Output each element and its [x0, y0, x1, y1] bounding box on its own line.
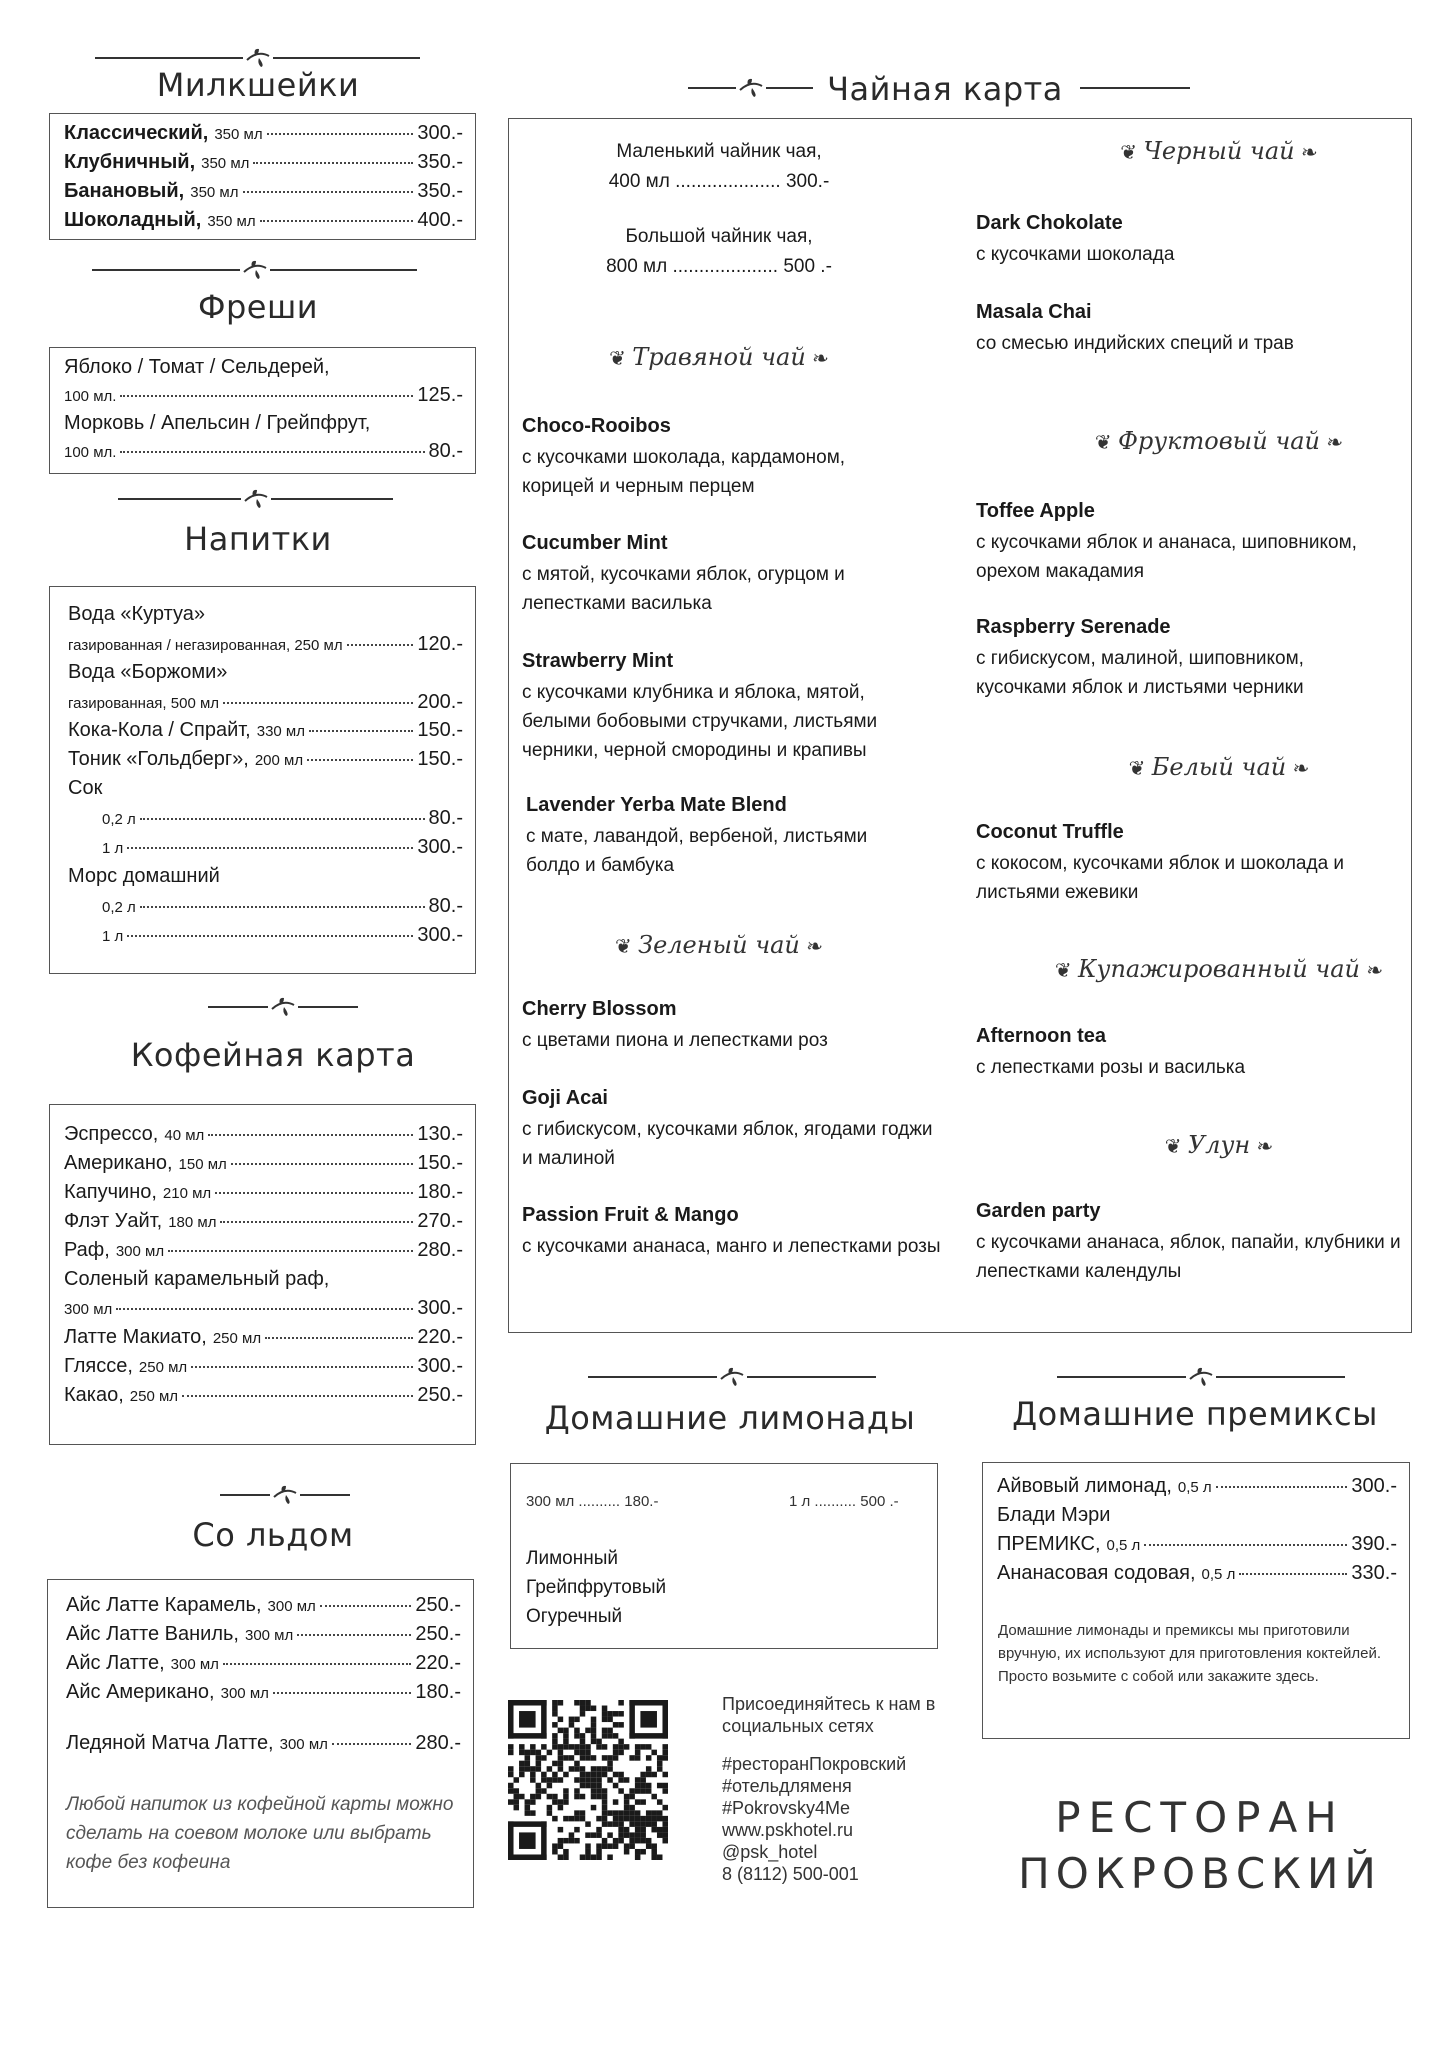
tea-item-desc: с мятой, кусочками яблок, огурцом и лепестками василька	[522, 564, 845, 614]
tea-item-name: Coconut Truffle	[976, 821, 1124, 843]
premix-vol: 0,5 л	[1177, 1479, 1212, 1496]
fruit-tea-title: ❦ Фруктовый чай ❧	[1094, 427, 1344, 455]
drink-price: 80.-	[428, 895, 463, 917]
iced-item-vol: 300 мл	[170, 1656, 219, 1673]
website-link[interactable]: www.pskhotel.ru	[722, 1820, 854, 1840]
leader-dots	[297, 1634, 411, 1636]
coffee-name: Гляссе,	[64, 1355, 133, 1377]
drink-vol: 0,2 л	[102, 811, 136, 828]
tea-item-name: Cherry Blossom	[522, 998, 677, 1020]
coffee-row	[64, 1239, 463, 1262]
lemonade-price-small: 300 мл .......... 180.-	[526, 1493, 659, 1510]
milkshakes-title: Милкшейки	[156, 66, 360, 104]
iced-item-name: Ледяной Матча Латте,	[66, 1732, 274, 1754]
drinks-title: Напитки	[184, 520, 332, 558]
coffee-price: 130.-	[417, 1123, 463, 1145]
milkshake-row	[64, 180, 463, 203]
iced-item-vol: 300 мл	[220, 1685, 269, 1702]
qr-code-icon[interactable]	[508, 1700, 668, 1860]
lemonade-flavor: Лимонный	[526, 1548, 618, 1569]
drink-name: Тоник «Гольдберг»,	[68, 748, 249, 770]
milkshake-vol: 350 мл	[207, 213, 256, 230]
premix-price: 330.-	[1351, 1562, 1397, 1584]
milkshake-name: Шоколадный,	[64, 209, 202, 231]
social-block	[722, 1693, 982, 1885]
coffee-price: 300.-	[417, 1297, 463, 1319]
tea-item-desc: с лепестками розы и василька	[976, 1057, 1246, 1078]
leaf-icon	[1186, 1365, 1216, 1389]
ornament-divider	[1057, 1365, 1345, 1389]
flourish-icon: ❦	[609, 346, 633, 370]
leader-dots	[243, 191, 414, 193]
premix-vol: 0,5 л	[1106, 1537, 1141, 1554]
tea-item-name: Passion Fruit & Mango	[522, 1204, 739, 1226]
fresh-title: Фреши	[197, 288, 319, 326]
iced-item-vol: 300 мл	[244, 1627, 294, 1644]
drink-name: Вода «Куртуа»	[68, 603, 206, 625]
lemonades-box	[510, 1463, 938, 1649]
coffee-vol: 150 мл	[178, 1156, 227, 1173]
drink-name: Вода «Боржоми»	[68, 661, 228, 683]
iced-item-price: 250.-	[415, 1594, 461, 1616]
drink-price: 80.-	[428, 807, 463, 829]
drink-vol: 1 л	[102, 928, 124, 945]
drink-price: 150.-	[417, 748, 463, 770]
tea-box	[508, 118, 1412, 1333]
coffee-row	[64, 1152, 463, 1175]
logo-line2: ПОКРОВСКИЙ	[1018, 1849, 1382, 1898]
lemonade-price-big: 1 л .......... 500 .-	[789, 1493, 899, 1510]
leader-dots	[265, 1337, 413, 1339]
milkshake-price: 400.-	[417, 209, 463, 231]
milkshake-name: Клубничный,	[64, 151, 196, 173]
iced-item-name: Айс Американо,	[66, 1681, 215, 1703]
tea-item-name: Lavender Yerba Mate Blend	[526, 794, 787, 816]
big-pot: Большой чайник чая, 800 мл .................... 500 .-	[606, 226, 832, 277]
social-tag[interactable]: #Pokrovsky4Me	[722, 1798, 851, 1818]
ornament-divider	[92, 258, 417, 282]
phone-number[interactable]: 8 (8112) 500-001	[722, 1864, 859, 1884]
fresh-item-vol: 100 мл.	[64, 444, 117, 461]
iced-item-price: 250.-	[415, 1623, 461, 1645]
leaf-icon	[268, 995, 298, 1019]
logo-line1: РЕСТОРАН	[1055, 1793, 1345, 1842]
iced-item-name: Айс Латте Ваниль,	[66, 1623, 239, 1645]
tea-item-desc: с кусочками клубника и яблока, мятой, белыми бобовыми стручками, листьями черники, черной смородины и крапивы	[522, 682, 878, 761]
ornament-divider	[118, 487, 393, 511]
social-tag[interactable]: #отельдляменя	[722, 1776, 852, 1796]
iced-item-name: Айс Латте,	[66, 1652, 165, 1674]
tea-item-desc: с гибискусом, малиной, шиповником, кусочками яблок и листьями черники	[976, 648, 1304, 698]
coffee-price: 300.-	[417, 1355, 463, 1377]
premix-name: Ананасовая содовая,	[997, 1562, 1196, 1584]
premix-name: ПРЕМИКС,	[997, 1533, 1101, 1555]
milkshake-price: 350.-	[417, 180, 463, 202]
flourish-icon: ❧	[1360, 958, 1384, 982]
ornament-divider	[1080, 76, 1190, 100]
green-tea-title: ❦ Зеленый чай ❧	[614, 931, 824, 959]
tea-item-name: Afternoon tea	[976, 1025, 1106, 1047]
lemonades-title: Домашние лимонады	[544, 1399, 916, 1437]
leader-dots	[273, 1692, 412, 1694]
flourish-icon: ❦	[614, 934, 639, 958]
coffee-name: Американо,	[64, 1152, 173, 1174]
tea-item-name: Goji Acai	[522, 1087, 608, 1109]
tea-item-name: Choco-Rooibos	[522, 415, 671, 437]
tea-item-name: Masala Chai	[976, 301, 1092, 323]
premix-name: Блади Мэри	[997, 1504, 1111, 1526]
coffee-name: Флэт Уайт,	[64, 1210, 163, 1232]
lemonade-flavor: Огуречный	[526, 1606, 623, 1627]
drink-price: 300.-	[417, 836, 463, 858]
coffee-row	[64, 1268, 463, 1291]
flourish-icon: ❦	[1054, 958, 1078, 982]
coffee-box	[49, 1104, 476, 1445]
drink-vol: газированная / негазированная, 250 мл	[68, 637, 343, 654]
iced-item-vol: 300 мл	[279, 1736, 328, 1753]
milkshake-price: 350.-	[417, 151, 463, 173]
leaf-icon	[717, 1365, 747, 1389]
leaf-icon	[270, 1483, 300, 1507]
iced-box	[47, 1579, 474, 1908]
coffee-vol: 300 мл	[115, 1243, 165, 1260]
coffee-vol: 250 мл	[129, 1388, 179, 1405]
fresh-item-name: Морковь / Апельсин / Грейпфрут,	[64, 412, 371, 434]
leader-dots	[231, 1163, 414, 1165]
fresh-box	[49, 347, 476, 474]
lemonade-flavor: Грейпфрутовый	[526, 1577, 667, 1598]
coffee-row	[64, 1384, 463, 1407]
premix-price: 300.-	[1351, 1475, 1397, 1497]
ornament-divider	[220, 1483, 350, 1507]
leader-dots	[168, 1250, 413, 1252]
white-tea-title: ❦ Белый чай ❧	[1128, 753, 1310, 781]
flourish-icon: ❦	[1120, 140, 1144, 164]
milkshake-row	[64, 209, 463, 232]
coffee-vol: 250 мл	[212, 1330, 262, 1347]
flourish-icon: ❧	[1294, 140, 1318, 164]
tea-item-name: Garden party	[976, 1200, 1101, 1222]
premix-vol: 0,5 л	[1201, 1566, 1236, 1583]
coffee-name: Капучино,	[64, 1181, 157, 1203]
premix-price: 390.-	[1351, 1533, 1397, 1555]
coffee-title: Кофейная карта	[130, 1036, 416, 1074]
milkshake-vol: 350 мл	[214, 126, 263, 143]
coffee-row	[64, 1355, 463, 1378]
drink-vol: 330 мл	[256, 723, 305, 740]
tea-item-desc: с кусочками яблок и ананаса, шиповником, орехом макадамия	[976, 532, 1357, 582]
tea-item-desc: с кусочками шоколада, кардамоном, корицей и черным перцем	[522, 447, 846, 497]
drink-name: Кока-Кола / Спрайт,	[68, 719, 251, 741]
flourish-icon: ❧	[1286, 756, 1310, 780]
fresh-item-name: Яблоко / Томат / Сельдерей,	[64, 356, 330, 378]
tea-item-name: Toffee Apple	[976, 500, 1095, 522]
milkshake-name: Классический,	[64, 122, 209, 144]
iced-item-vol: 300 мл	[267, 1598, 316, 1615]
tea-item-desc: с мате, лавандой, вербеной, листьями болдо и бамбука	[526, 826, 868, 876]
social-tag[interactable]: #ресторанПокровский	[722, 1754, 907, 1774]
coffee-vol: 250 мл	[138, 1359, 188, 1376]
herbal-tea-title: ❦ Травяной чай ❧	[609, 343, 829, 371]
coffee-vol: 180 мл	[168, 1214, 217, 1231]
iced-note: Любой напиток из кофейной карты можно сделать на соевом молоке или выбрать кофе без кофеина	[66, 1794, 454, 1873]
flourish-icon: ❦	[1164, 1134, 1188, 1158]
leader-dots	[215, 1192, 413, 1194]
tea-item-name: Strawberry Mint	[522, 650, 674, 672]
fresh-item-price: 125.-	[417, 384, 463, 406]
coffee-price: 220.-	[417, 1326, 463, 1348]
premix-name: Айвовый лимонад,	[997, 1475, 1172, 1497]
tea-item-desc: с кокосом, кусочками яблок и шоколада и листьями ежевики	[976, 853, 1345, 903]
tea-item-name: Raspberry Serenade	[976, 616, 1171, 638]
drink-price: 150.-	[417, 719, 463, 741]
ornament-divider	[208, 995, 358, 1019]
tea-item-desc: с кусочками ананаса, яблок, папайи, клубники и лепестками календулы	[976, 1232, 1401, 1282]
blend-tea-title: ❦ Купажированный чай ❧	[1054, 955, 1384, 983]
drink-price: 200.-	[417, 691, 463, 713]
coffee-row	[64, 1210, 463, 1233]
iced-item-row	[66, 1681, 461, 1704]
milkshake-row	[64, 151, 463, 174]
premixes-note: Домашние лимонады и премиксы мы приготовили вручную, их используют для приготовления коктейлей. Просто возьмите с собой или закажите здесь.	[998, 1622, 1381, 1685]
coffee-vol: 300 мл	[64, 1301, 113, 1318]
tea-item-desc: с гибискусом, кусочками яблок, ягодами годжи и малиной	[522, 1119, 933, 1169]
leader-dots	[220, 1221, 413, 1223]
black-tea-title: ❦ Черный чай ❧	[1120, 137, 1318, 165]
tea-item-name: Cucumber Mint	[522, 532, 668, 554]
leaf-icon	[736, 76, 766, 100]
tea-item-desc: с кусочками ананаса, манго и лепестками розы	[522, 1236, 941, 1257]
leader-dots	[191, 1366, 413, 1368]
flourish-icon: ❧	[1250, 1134, 1274, 1158]
iced-item-row	[66, 1652, 461, 1675]
drinks-box	[49, 586, 476, 974]
leader-dots	[320, 1605, 412, 1607]
milkshake-row	[64, 122, 463, 145]
social-join: Присоединяйтесь к нам в социальных сетях	[722, 1694, 936, 1736]
drink-vol: 200 мл	[254, 752, 304, 769]
milkshake-price: 300.-	[417, 122, 463, 144]
tea-item-desc: с кусочками шоколада	[976, 244, 1175, 265]
drink-name: Морс домашний	[68, 865, 220, 887]
drink-name: Сок	[68, 777, 103, 799]
coffee-row	[64, 1326, 463, 1349]
leader-dots	[182, 1395, 413, 1397]
milkshakes-box	[49, 113, 476, 240]
drink-vol: 1 л	[102, 840, 124, 857]
coffee-vol: 40 мл	[164, 1127, 205, 1144]
iced-item-price: 280.-	[415, 1732, 461, 1754]
fresh-item-price: 80.-	[428, 440, 463, 462]
iced-item-row	[66, 1594, 461, 1617]
coffee-name: Соленый карамельный раф,	[64, 1268, 330, 1290]
small-pot: Маленький чайник чая, 400 мл .................... 300.-	[608, 141, 830, 192]
ornament-divider	[688, 76, 813, 100]
coffee-name: Эспрессо,	[64, 1123, 159, 1145]
iced-item-price: 180.-	[415, 1681, 461, 1703]
milkshake-name: Банановый,	[64, 180, 185, 202]
coffee-price: 180.-	[417, 1181, 463, 1203]
iced-title: Со льдом	[192, 1516, 354, 1554]
tea-item-desc: с цветами пиона и лепестками роз	[522, 1030, 828, 1051]
tea-title: Чайная карта	[827, 70, 1063, 108]
premixes-title: Домашние премиксы	[1012, 1395, 1378, 1433]
drink-price: 300.-	[417, 924, 463, 946]
tea-item-name: Dark Chokolate	[976, 212, 1123, 234]
iced-item-price: 220.-	[415, 1652, 461, 1674]
coffee-price: 150.-	[417, 1152, 463, 1174]
leader-dots	[223, 1663, 411, 1665]
tea-item-desc: со смесью индийских специй и трав	[976, 333, 1294, 354]
coffee-name: Какао,	[64, 1384, 124, 1406]
coffee-name: Раф,	[64, 1239, 110, 1261]
oolong-tea-title: ❦ Улун ❧	[1164, 1131, 1274, 1159]
coffee-price: 280.-	[417, 1239, 463, 1261]
iced-item-name: Айс Латте Карамель,	[66, 1594, 262, 1616]
premixes-box	[982, 1462, 1410, 1739]
milkshake-vol: 350 мл	[201, 155, 250, 172]
coffee-vol: 210 мл	[162, 1185, 212, 1202]
flourish-icon: ❦	[1094, 430, 1118, 454]
ornament-divider	[588, 1365, 876, 1389]
flourish-icon: ❧	[799, 934, 824, 958]
coffee-row	[64, 1297, 463, 1320]
flourish-icon: ❦	[1128, 756, 1152, 780]
coffee-row	[64, 1123, 463, 1146]
coffee-name: Латте Макиато,	[64, 1326, 207, 1348]
flourish-icon: ❧	[1320, 430, 1344, 454]
milkshake-vol: 350 мл	[190, 184, 239, 201]
leader-dots	[208, 1134, 413, 1136]
drink-price: 120.-	[417, 633, 463, 655]
coffee-price: 250.-	[417, 1384, 463, 1406]
coffee-price: 270.-	[417, 1210, 463, 1232]
leader-dots	[260, 220, 414, 222]
flourish-icon: ❧	[805, 346, 829, 370]
leader-dots	[267, 133, 414, 135]
leaf-icon	[240, 258, 270, 282]
coffee-row	[64, 1181, 463, 1204]
restaurant-logo	[990, 1790, 1410, 1902]
instagram-handle[interactable]: @psk_hotel	[722, 1842, 818, 1862]
fresh-item-vol: 100 мл.	[64, 388, 117, 405]
leaf-icon	[241, 487, 271, 511]
drink-vol: 0,2 л	[102, 899, 136, 916]
drink-vol: газированная, 500 мл	[68, 695, 220, 712]
leader-dots	[253, 162, 413, 164]
iced-item-row	[66, 1623, 461, 1646]
